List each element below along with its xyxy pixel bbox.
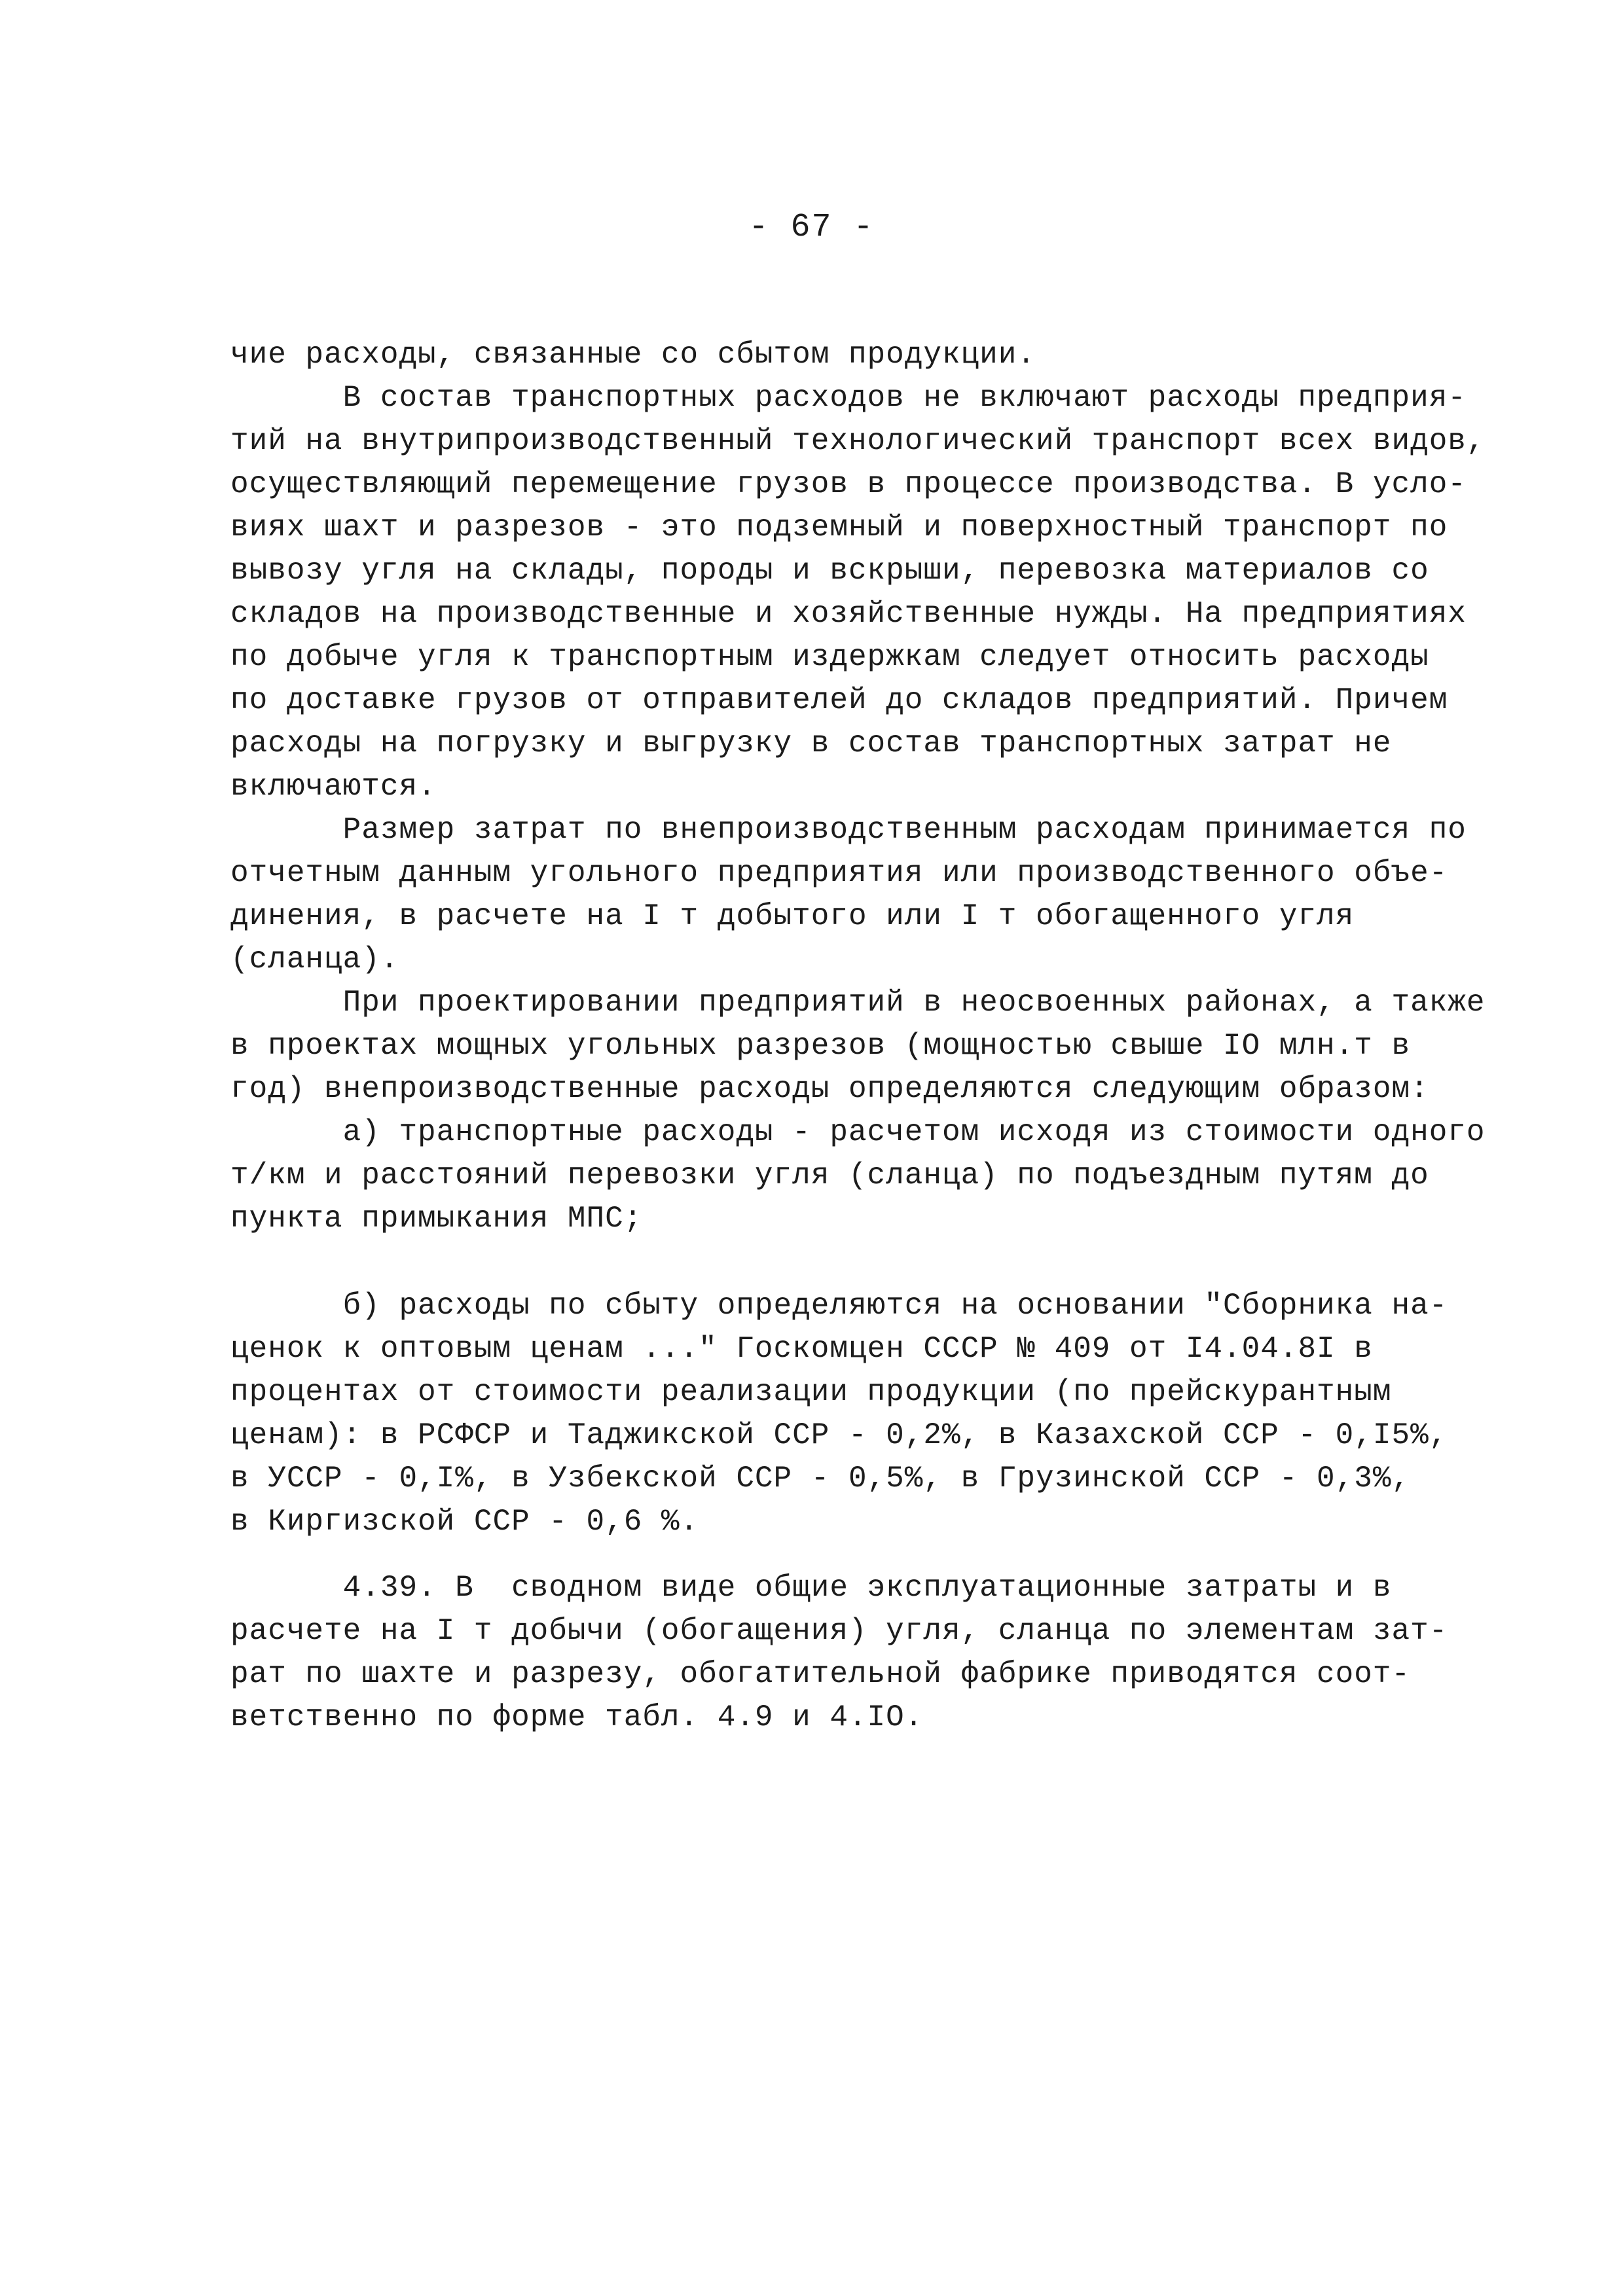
text-line: динения, в расчете на I т добытого или I т обогащенного угля bbox=[230, 899, 1355, 933]
text-line: включаются. bbox=[230, 770, 437, 804]
text-line: ветственно по форме табл. 4.9 и 4.IO. bbox=[230, 1700, 924, 1734]
text-line: т/км и расстояний перевозки угля (сланца) по подъездным путям до bbox=[230, 1158, 1429, 1193]
text-line: В состав транспортных расходов не включают расходы предприя- bbox=[230, 381, 1467, 415]
text-line: по добыче угля к транспортным издержкам следует относить расходы bbox=[230, 640, 1429, 674]
text-line: тий на внутрипроизводственный технологический транспорт всех видов, bbox=[230, 424, 1486, 458]
list-item-a bbox=[230, 1111, 1486, 1240]
text-line: осуществляющий перемещение грузов в процессе производства. В усло- bbox=[230, 467, 1467, 501]
text-line: процентах от стоимости реализации продукции (по прейскурантным bbox=[230, 1375, 1392, 1409]
text-line: Размер затрат по внепроизводственным расходам принимается по bbox=[230, 813, 1467, 847]
page-number: - 67 - bbox=[748, 209, 875, 246]
text-line: рат по шахте и разрезу, обогатительной фабрике приводятся соот- bbox=[230, 1657, 1411, 1691]
text-line: отчетным данным угольного предприятия или производственного объе- bbox=[230, 856, 1448, 890]
text-line: расходы на погрузку и выгрузку в состав транспортных затрат не bbox=[230, 726, 1392, 761]
text-line: расчете на I т добычи (обогащения) угля, сланца по элементам зат- bbox=[230, 1614, 1448, 1648]
text-line: а) транспортные расходы - расчетом исходя из стоимости одного bbox=[230, 1115, 1486, 1149]
text-line: ценам): в РСФСР и Таджикской ССР - 0,2%, в Казахской ССР - 0,I5%, bbox=[230, 1418, 1448, 1452]
text-line: год) внепроизводственные расходы определяются следующим образом: bbox=[230, 1072, 1429, 1106]
list-item-b bbox=[230, 1284, 1448, 1543]
paragraph-continuation bbox=[230, 333, 1486, 808]
text-line: пункта примыкания МПС; bbox=[230, 1202, 643, 1236]
text-line: виях шахт и разрезов - это подземный и поверхностный транспорт по bbox=[230, 511, 1448, 545]
text-line: в Киргизской ССР - 0,6 %. bbox=[230, 1505, 699, 1539]
text-line: вывозу угля на склады, породы и вскрыши, перевозка материалов со bbox=[230, 554, 1429, 588]
text-line: чие расходы, связанные со сбытом продукции. bbox=[230, 338, 1036, 372]
text-line: ценок к оптовым ценам ..." Госкомцен СССР № 409 от I4.04.8I в bbox=[230, 1332, 1373, 1366]
paragraph-new-regions bbox=[230, 981, 1486, 1111]
text-line: (сланца). bbox=[230, 942, 399, 977]
paragraph-overhead-size bbox=[230, 808, 1467, 981]
section-4-39 bbox=[230, 1566, 1448, 1739]
text-line: складов на производственные и хозяйственные нужды. На предприятиях bbox=[230, 597, 1467, 631]
text-line: в проектах мощных угольных разрезов (мощностью свыше IO млн.т в bbox=[230, 1029, 1411, 1063]
text-line: При проектировании предприятий в неосвоенных районах, а также bbox=[230, 986, 1486, 1020]
text-line: по доставке грузов от отправителей до складов предприятий. Причем bbox=[230, 683, 1448, 717]
text-line: в УССР - 0,I%, в Узбекской ССР - 0,5%, в Грузинской ССР - 0,3%, bbox=[230, 1462, 1411, 1496]
text-line: 4.39. В сводном виде общие эксплуатационные затраты и в bbox=[230, 1571, 1392, 1605]
text-line: б) расходы по сбыту определяются на основании "Сборника на- bbox=[230, 1289, 1448, 1323]
